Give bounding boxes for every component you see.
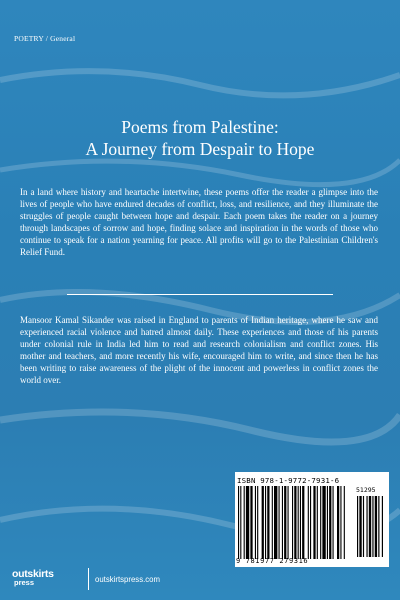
book-title [20, 116, 380, 160]
title-line-1: Poems from Palestine: [121, 117, 279, 137]
ean-barcode [238, 486, 346, 559]
publisher-logo [12, 569, 84, 589]
ean-digits: 9 781977 279316 [236, 557, 309, 565]
title-line-2: A Journey from Despair to Hope [85, 139, 315, 159]
author-bio: Mansoor Kamal Sikander was raised in England to parents of Indian heritage, where he saw and experienced racial violence and hatred almost daily. These experiences and those of his parents under colonial rule in India led him to read and research colonialism and conflict zones. His mother and teachers, and more recently his wife, encouraged him to write, and since then he has been writing to raise awareness of the plight of the innocent and powerless in conflict zones the world over. [20, 315, 378, 386]
isbn-number: ISBN 978-1-9772-7931-6 [237, 476, 340, 485]
logo-separator [88, 568, 89, 590]
category-label: POETRY / General [14, 34, 76, 43]
divider-rule [67, 294, 333, 295]
publisher-website: outskirtspress.com [95, 575, 160, 584]
addon-number: 51295 [356, 486, 376, 494]
book-blurb: In a land where history and heartache intertwine, these poems offer the reader a glimpse into the lives of people who have endured decades of conflict, loss, and resilience, and they illuminate the struggles of people caught between hope and despair. Each poem takes the reader on a journey through landscapes of sorrow and hope, finding solace and inspiration in the words of those who continue to speak for a nation yearning for peace. All profits will go to the Palestinian Children's Relief Fund. [20, 187, 378, 258]
logo-wordmark: outskirts [12, 568, 54, 580]
addon-barcode [357, 496, 383, 557]
logo-subword: press [14, 578, 35, 587]
